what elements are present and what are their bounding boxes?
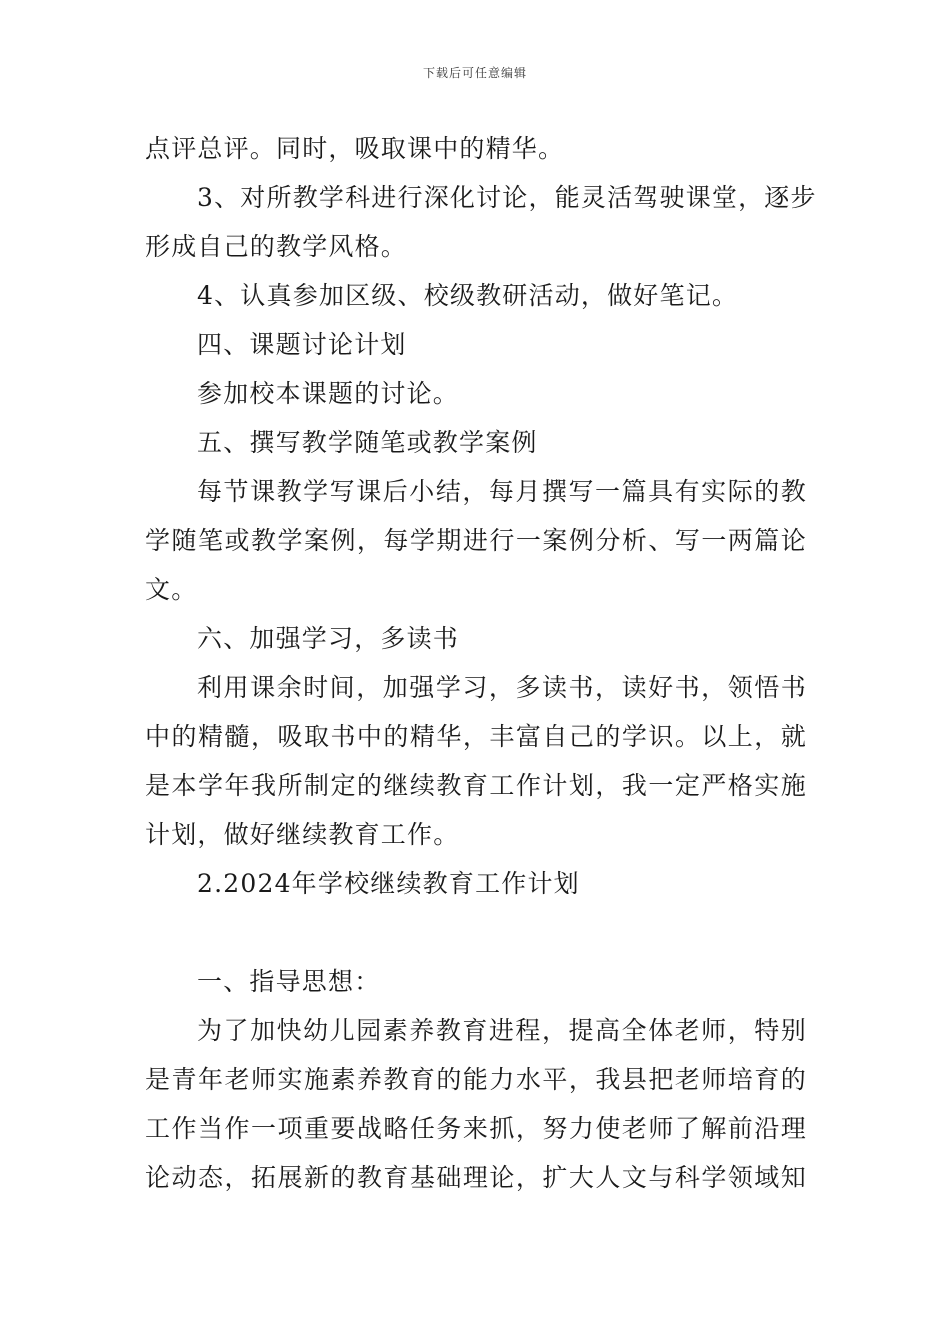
paragraph-line: 中的精髓，吸取书中的精华，丰富自己的学识。以上，就 bbox=[145, 722, 807, 751]
section-heading: 五、撰写教学随笔或教学案例 bbox=[197, 428, 538, 457]
paragraph-line: 4、认真参加区级、校级教研活动，做好笔记。 bbox=[197, 281, 739, 310]
paragraph-line: 论动态，拓展新的教育基础理论，扩大人文与科学领域知 bbox=[145, 1163, 807, 1192]
document-body bbox=[145, 124, 817, 1202]
section-heading: 六、加强学习，多读书 bbox=[197, 624, 460, 653]
paragraph-line: 利用课余时间，加强学习，多读书，读好书，领悟书 bbox=[197, 673, 807, 702]
paragraph-line: 每节课教学写课后小结，每月撰写一篇具有实际的教 bbox=[197, 477, 807, 506]
paragraph-line: 工作当作一项重要战略任务来抓，努力使老师了解前沿理 bbox=[145, 1114, 807, 1143]
paragraph-line: 文。 bbox=[145, 575, 198, 604]
paragraph-line: 3、对所教学科进行深化讨论，能灵活驾驶课堂，逐步 bbox=[197, 183, 817, 212]
section-heading: 一、指导思想： bbox=[197, 967, 381, 996]
paragraph-line: 是青年老师实施素养教育的能力水平，我县把老师培育的 bbox=[145, 1065, 807, 1094]
blank-line bbox=[145, 908, 807, 957]
section-heading: 四、课题讨论计划 bbox=[197, 330, 407, 359]
paragraph-line: 形成自己的教学风格。 bbox=[145, 232, 408, 261]
paragraph-line: 为了加快幼儿园素养教育进程，提高全体老师，特别 bbox=[197, 1016, 807, 1045]
page-header: 下载后可任意编辑 bbox=[422, 66, 527, 80]
paragraph-line: 参加校本课题的讨论。 bbox=[197, 379, 460, 408]
paragraph-line: 计划，做好继续教育工作。 bbox=[145, 820, 460, 849]
paragraph-line: 是本学年我所制定的继续教育工作计划，我一定严格实施 bbox=[145, 771, 807, 800]
section-title: 2.2024年学校继续教育工作计划 bbox=[197, 869, 580, 898]
paragraph-line: 点评总评。同时，吸取课中的精华。 bbox=[145, 134, 565, 163]
paragraph-line: 学随笔或教学案例，每学期进行一案例分析、写一两篇论 bbox=[145, 526, 807, 555]
